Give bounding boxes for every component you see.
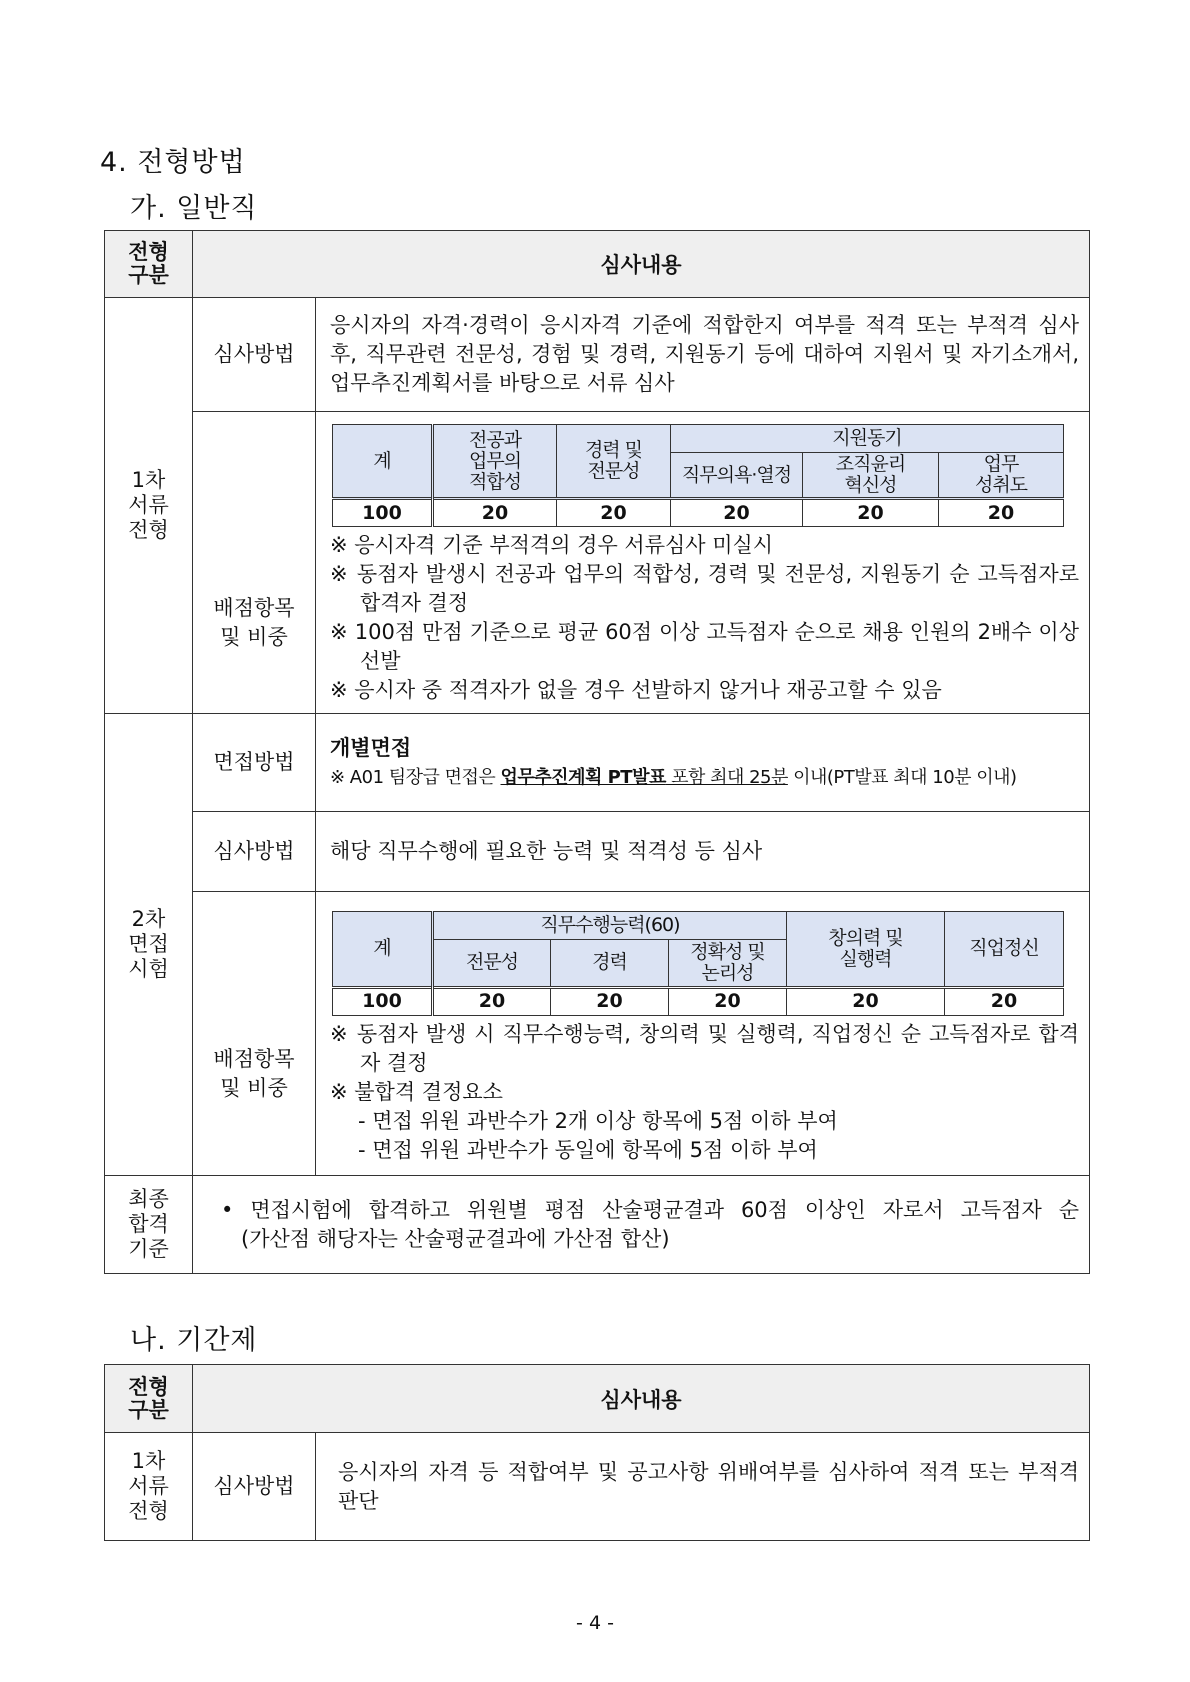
- interview-title: 개별면접: [330, 735, 412, 760]
- s1-val-fit: 20: [433, 499, 557, 527]
- s1-val-m1: 20: [671, 499, 803, 527]
- contract-title: 나. 기간제: [130, 1325, 258, 1356]
- header-col1-text: 전형 구분: [128, 240, 169, 287]
- stage1-name: [105, 298, 193, 714]
- contract-table: [104, 1364, 1090, 1541]
- stage2-interview-label: 면접방법: [193, 714, 316, 812]
- page-number: - 4 -: [576, 1612, 614, 1634]
- s2-spirit-header: 직업정신: [945, 911, 1064, 987]
- s1-val-career: 20: [557, 499, 671, 527]
- s1-val-total: 100: [333, 499, 433, 527]
- stage1-note: ※ 응시자격 기준 부적격의 경우 서류심사 미실시: [330, 533, 774, 557]
- general-table: [104, 230, 1090, 1274]
- interview-note: [330, 763, 1079, 793]
- s2-val-a2: 20: [551, 987, 669, 1015]
- contract-header-col1-text: 전형 구분: [128, 1374, 169, 1422]
- stage2-notes: [330, 1020, 1079, 1165]
- stage2-sub-note: - 면접 위원 과반수가 2개 이상 항목에 5점 이하 부여: [358, 1108, 838, 1133]
- stage1-note: ※ 응시자 중 적격자가 없을 경우 선발하지 않거나 재공고할 수 있음: [330, 678, 942, 702]
- s2-val-total: 100: [333, 987, 433, 1015]
- stage1-notes: [330, 531, 1079, 705]
- final-cell: [193, 1176, 1090, 1274]
- stage2-interview-cell: [316, 714, 1090, 812]
- stage1-method-label: 심사방법: [193, 298, 316, 412]
- section-title: 4. 전형방법: [100, 147, 246, 178]
- stage1-note: ※ 100점 만점 기준으로 평균 60점 이상 고득점자 순으로 채용 인원의 2배수 이상 선발: [330, 620, 1079, 673]
- contract-stage1-name-text: 1차 서류 전형: [128, 1449, 169, 1523]
- contract-header-col2: 심사내용: [193, 1365, 1090, 1433]
- interview-note-prefix: ※ A01 팀장급 면접은: [330, 766, 501, 788]
- s1-m2-header: 조직윤리 혁신성: [803, 453, 939, 499]
- interview-note-suffix: 이내(PT발표 최대 10분 이내): [787, 766, 1017, 788]
- final-text: • 면접시험에 합격하고 위원별 평점 산술평균결과 60점 이상인 자로서 고득점자 순: [221, 1197, 1079, 1222]
- stage2-method-label: 심사방법: [193, 812, 316, 892]
- s1-m1-header: 직무의욕·열정: [671, 453, 803, 499]
- s1-motivation-header: 지원동기: [671, 425, 1064, 453]
- general-title: 가. 일반직: [130, 193, 258, 224]
- final-name-text: 최종 합격 기준: [128, 1187, 169, 1261]
- stage1-score-table: [332, 424, 1064, 527]
- header-col2: 심사내용: [193, 231, 1090, 298]
- s2-a1-header: 전문성: [433, 939, 551, 987]
- s2-val-creativity: 20: [787, 987, 945, 1015]
- s1-career-header: 경력 및 전문성: [557, 425, 671, 499]
- stage2-score-label: 배점항목 및 비중: [193, 892, 316, 1176]
- stage2-method-text: 해당 직무수행에 필요한 능력 및 적격성 등 심사: [316, 812, 1090, 892]
- s2-val-spirit: 20: [945, 987, 1064, 1015]
- s1-m3-header: 업무 성취도: [939, 453, 1064, 499]
- stage2-note: ※ 동점자 발생 시 직무수행능력, 창의력 및 실행력, 직업정신 순 고득점자로 합격자 결정: [330, 1021, 1079, 1075]
- stage2-name: [105, 714, 193, 1176]
- stage1-score-label: 배점항목 및 비중: [193, 412, 316, 714]
- contract-stage1-method-label: 심사방법: [193, 1433, 316, 1541]
- stage1-note: ※ 동점자 발생시 전공과 업무의 적합성, 경력 및 전문성, 지원동기 순 고득점자로 합격자 결정: [330, 562, 1079, 615]
- stage2-sub-note: - 면접 위원 과반수가 동일에 항목에 5점 이하 부여: [358, 1137, 818, 1162]
- s2-ability-header: 직무수행능력(60): [433, 911, 787, 939]
- stage2-name-text: 2차 면접 시험: [128, 907, 169, 981]
- s1-fit-header: 전공과 업무의 적합성: [433, 425, 557, 499]
- s1-val-m3: 20: [939, 499, 1064, 527]
- stage2-score-cell: [316, 892, 1090, 1176]
- s2-a2-header: 경력: [551, 939, 669, 987]
- stage1-score-cell: [316, 412, 1090, 714]
- s2-val-a1: 20: [433, 987, 551, 1015]
- s2-total-header: 계: [333, 911, 433, 987]
- contract-stage1-method-text: 응시자의 자격 등 적합여부 및 공고사항 위배여부를 심사하여 적격 또는 부적격 판단: [316, 1433, 1090, 1541]
- final-text2: (가산점 해당자는 산술평균결과에 가산점 합산): [241, 1226, 670, 1251]
- interview-note-bold: 업무추진계획 PT발표: [500, 766, 666, 788]
- s2-val-a3: 20: [669, 987, 787, 1015]
- s2-a3-header: 정확성 및 논리성: [669, 939, 787, 987]
- s1-total-header: 계: [333, 425, 433, 499]
- stage2-score-table: [332, 911, 1064, 1016]
- interview-note-mid: 포함 최대 25분: [665, 766, 788, 788]
- stage1-name-text: 1차 서류 전형: [128, 468, 169, 542]
- s2-creativity-header: 창의력 및 실행력: [787, 911, 945, 987]
- stage1-method-text: 응시자의 자격·경력이 응시자격 기준에 적합한지 여부를 적격 또는 부적격 심사 후, 직무관련 전문성, 경험 및 경력, 지원동기 등에 대하여 지원서 및 자기소개서, 업무추진계획서를 바탕으로 서류 심사: [316, 298, 1090, 412]
- stage2-note: ※ 불합격 결정요소: [330, 1079, 503, 1104]
- s1-val-m2: 20: [803, 499, 939, 527]
- contract-header-col1: [105, 1365, 193, 1433]
- final-name: [105, 1176, 193, 1274]
- header-col1: [105, 231, 193, 298]
- contract-stage1-name: [105, 1433, 193, 1541]
